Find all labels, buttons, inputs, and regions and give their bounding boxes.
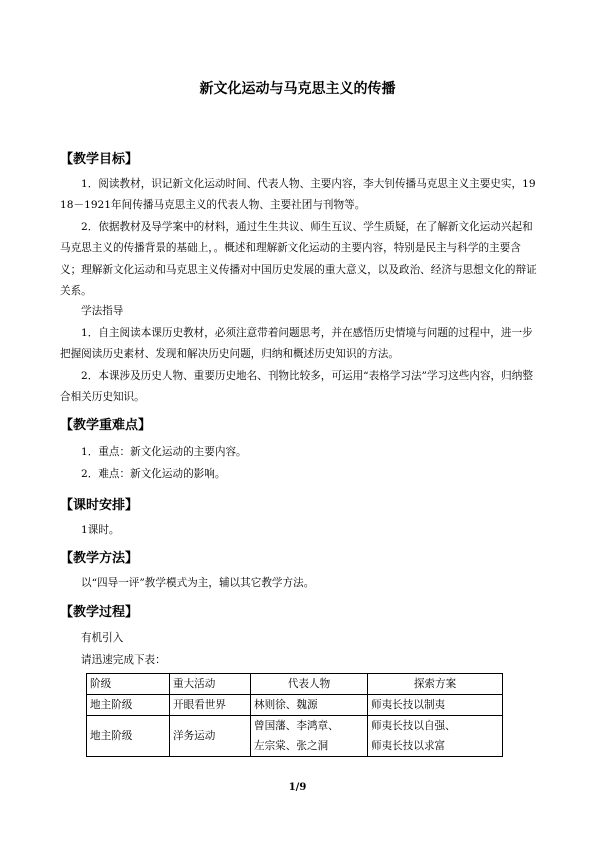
history-table (86, 673, 503, 757)
key-point-1: 1．重点：新文化运动的主要内容。 (81, 446, 247, 458)
table-cell-people (251, 716, 368, 757)
table-cell-event: 洋务运动 (170, 716, 251, 757)
people-line: 林则徐、魏源 (254, 699, 318, 711)
heading-schedule: 【课时安排】 (60, 498, 139, 513)
study-method-subheading: 学法指导 (81, 305, 124, 317)
table-header-cell: 阶级 (87, 674, 170, 695)
heading-teaching-process: 【教学过程】 (60, 605, 139, 620)
process-prompt: 请迅速完成下表： (81, 654, 166, 666)
heading-teaching-method: 【教学方法】 (60, 551, 139, 566)
table-cell-event: 开眼看世界 (170, 695, 251, 716)
page-title: 新文化运动与马克思主义的传播 (199, 81, 396, 97)
table-header-cell: 探索方案 (368, 674, 503, 695)
heading-teaching-goals: 【教学目标】 (60, 152, 139, 167)
table-header-cell: 代表人物 (251, 674, 368, 695)
key-point-2: 2．难点：新文化运动的影响。 (81, 468, 226, 480)
table-cell-class: 地主阶级 (87, 695, 170, 716)
table-header-row (87, 674, 503, 695)
schedule-text: 1课时。 (81, 524, 120, 536)
study-method-paragraph-1: 1．自主阅读本课历史教材，必须注意带着问题思考，并在感悟历史情境与问题的过程中，进一步把握阅读历史素材、发现和解决历史问题，归纳和概述历史知识的方法。 (60, 327, 533, 361)
plan-line: 师夷长技以自强、 (371, 720, 456, 732)
table-row (87, 716, 503, 757)
plan-line: 师夷长技以制夷 (371, 699, 446, 711)
goals-paragraph-2: 2．依据教材及导学案中的材料，通过生生共议、师生互议、学生质疑，在了解新文化运动兴起和马克思主义的传播背景的基础上，。概述和理解新文化运动的主要内容，特别是民主与科学的主要含义；理解新文化运动和马克思主义传播对中国历史发展的重大意义，以及政治、经济与思想文化的辩证关系。 (60, 221, 537, 298)
table-cell-plan (368, 695, 503, 716)
teaching-method-text: 以“四导一评”教学模式为主，辅以其它教学方法。 (81, 577, 315, 589)
table-cell-class: 地主阶级 (87, 716, 170, 757)
table-row (87, 695, 503, 716)
table-cell-plan (368, 716, 503, 757)
table-header-cell: 重大活动 (170, 674, 251, 695)
heading-key-points: 【教学重难点】 (60, 418, 152, 433)
study-method-paragraph-2: 2．本课涉及历史人物、重要历史地名、刊物比较多，可运用“表格学习法”学习这些内容，归纳整合相关历史知识。 (60, 370, 533, 404)
people-line: 曾国藩、李鸿章、 (254, 720, 339, 732)
page-number: 1/9 (288, 782, 307, 793)
process-intro: 有机引入 (81, 632, 124, 644)
people-line: 左宗棠、张之洞 (254, 740, 329, 752)
table-cell-people (251, 695, 368, 716)
plan-line: 师夷长技以求富 (371, 740, 446, 752)
goals-paragraph-1: 1．阅读教材，识记新文化运动时间、代表人物、主要内容，李大钊传播马克思主义主要史实，1918－1921年间传播马克思主义的代表人物、主要社团与刊物等。 (60, 178, 536, 212)
